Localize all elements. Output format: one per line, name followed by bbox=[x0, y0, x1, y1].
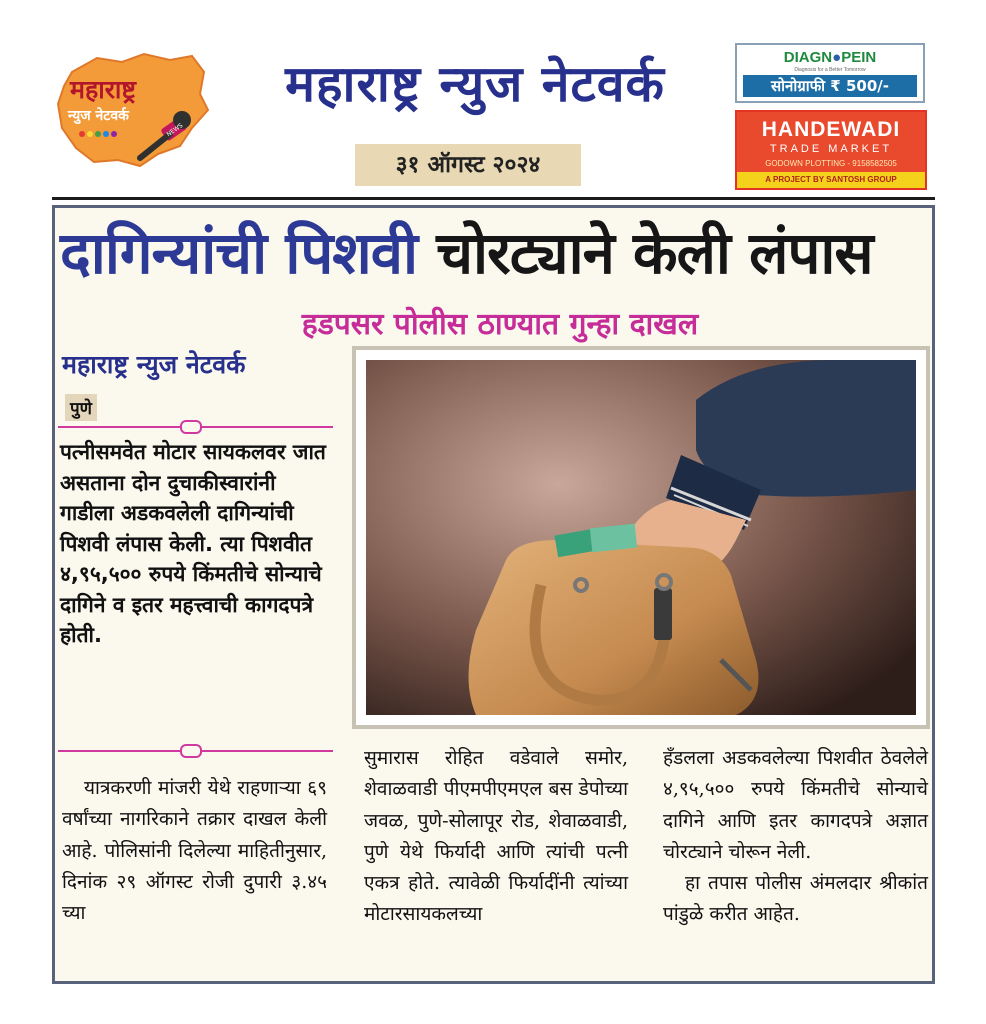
svg-text:NEWS: NEWS bbox=[165, 122, 185, 139]
article-intro: पत्नीसमवेत मोटार सायकलवर जात असताना दोन दुचाकीस्वारांनी गाडीला अडकवलेली दागिन्यांची पिशवी लंपास केली. त्या पिशवीत ४,९५,५०० रुपये किंमतीचे सोन्याचे दागिने व इतर महत्त्वाची कागदपत्रे होती. bbox=[60, 440, 326, 647]
divider-bottom bbox=[58, 750, 333, 752]
ad-subtitle: TRADE MARKET bbox=[769, 143, 893, 155]
dateline-place: पुणे bbox=[65, 394, 97, 421]
subheadline: हडपसर पोलीस ठाण्यात गुन्हा दाखल bbox=[301, 307, 699, 342]
bag-theft-photo bbox=[366, 360, 916, 715]
newspaper-title: महाराष्ट्र न्युज नेटवर्क bbox=[285, 55, 665, 113]
ad-tagline: Diagnosis for a Better Tomorrow bbox=[794, 67, 866, 73]
headline bbox=[60, 218, 930, 288]
ad-name: HANDEWADI bbox=[761, 118, 901, 141]
article-column-1: यात्रकरणी मांजरी येथे राहणाऱ्या ६९ वर्षांच्या नागरिकाने तक्रार दाखल केली आहे. पोलिसांनी दिलेल्या माहितीनुसार, दिनांक २९ ऑगस्ट रोजी दुपारी ३.४५ च्या bbox=[62, 777, 327, 925]
divider-top bbox=[58, 426, 333, 428]
headline-part2: चोरट्याने केली लंपास bbox=[436, 219, 873, 287]
logo-text-line2: न्युज नेटवर्क bbox=[68, 108, 129, 124]
diagnopein-ad[interactable] bbox=[735, 43, 925, 103]
ad-brand: DIAGN●PEIN bbox=[783, 49, 877, 66]
byline: महाराष्ट्र न्युज नेटवर्क bbox=[62, 350, 246, 379]
article-column-2: सुमारास रोहित वडेवाले समोर, शेवाळवाडी पीएमपीएमएल बस डेपोच्या जवळ, पुणे-सोलापूर रोड, शेवाळवाडी, पुणे येथे फिर्यादी आणि त्यांची पत्नी एकत्र होते. त्यावेळी फिर्यादींनी त्यांच्या मोटारसायकलच्या bbox=[364, 747, 628, 926]
article-photo bbox=[352, 346, 930, 729]
logo-text-line1: महाराष्ट्र bbox=[70, 75, 137, 104]
headline-part1: दागिन्यांची पिशवी bbox=[60, 219, 417, 287]
ad-phone: GODOWN PLOTTING - 9158582505 bbox=[765, 159, 897, 168]
maharashtra-map-logo bbox=[52, 50, 212, 170]
masthead-rule bbox=[52, 197, 935, 200]
ad-offer: सोनोग्राफी ₹ 500/- bbox=[743, 75, 917, 97]
handewadi-ad[interactable] bbox=[735, 110, 927, 190]
issue-date: ३१ ऑगस्ट २०२४ bbox=[355, 144, 581, 186]
ad-footer: A PROJECT BY SANTOSH GROUP bbox=[737, 172, 925, 188]
article-column-3: हँडलला अडकवलेल्या पिशवीत ठेवलेले ४,९५,५०० रुपये किंमतीचे सोन्याचे दागिने आणि इतर कागदपत्रे अज्ञात चोरट्याने चोरून नेली. हा तपास पोलीस अंमलदार श्रीकांत पांडुळे करीत आहेत. bbox=[663, 747, 928, 926]
